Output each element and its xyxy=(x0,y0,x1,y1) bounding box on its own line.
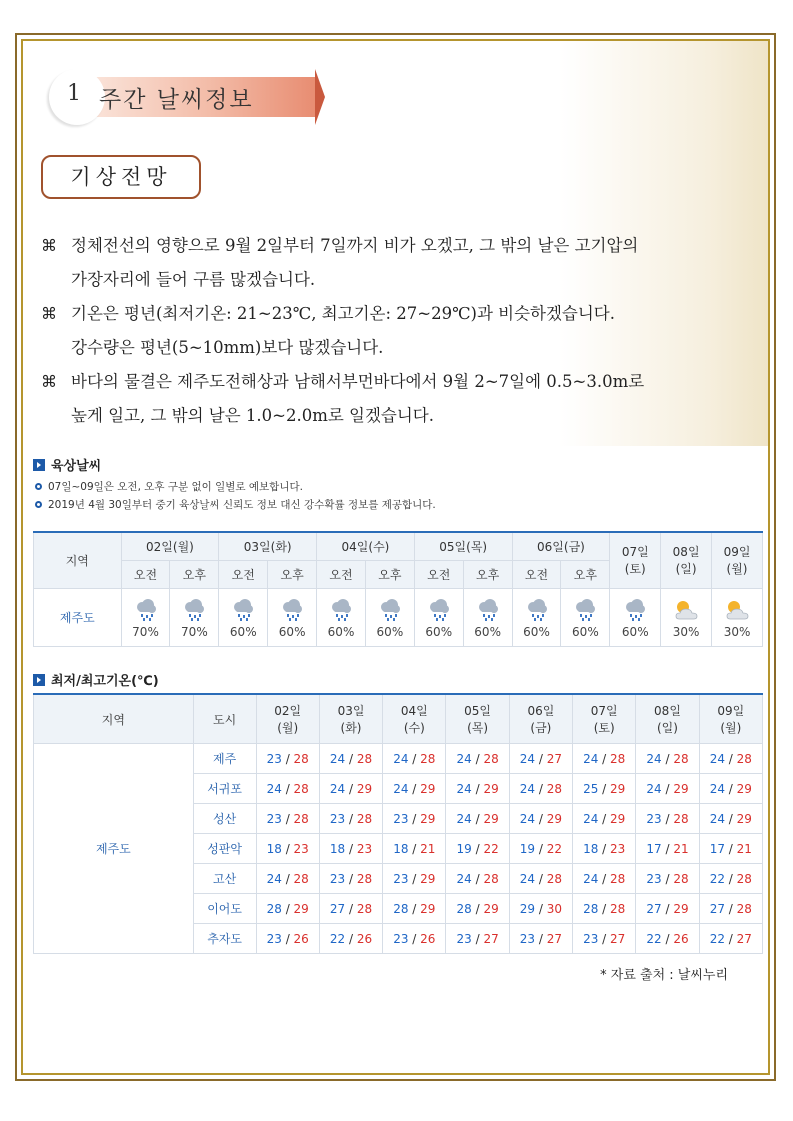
high-temp: 28 xyxy=(673,751,689,766)
temp-cell: 24 / 28 xyxy=(509,774,572,804)
low-temp: 24 xyxy=(393,781,409,796)
high-temp: 28 xyxy=(483,751,499,766)
high-temp: 27 xyxy=(483,931,499,946)
high-temp: 22 xyxy=(483,841,499,856)
low-temp: 25 xyxy=(583,781,599,796)
precip-probability: 30% xyxy=(723,625,751,639)
high-temp: 28 xyxy=(356,871,373,886)
bullet-item: ⌘ 기온은 평년(최저기온: 21~23℃, 최고기온: 27~29℃)과 비슷하겠습니다. 강수량은 평년(5~10mm)보다 많겠습니다. xyxy=(41,297,770,365)
section-banner xyxy=(49,69,329,125)
banner-arrow xyxy=(315,69,325,125)
high-temp: 29 xyxy=(673,781,689,796)
day-header: 05일 (목) xyxy=(446,694,509,744)
bullet-dot-icon xyxy=(35,483,42,490)
city-cell: 제주 xyxy=(193,744,256,774)
high-temp: 21 xyxy=(673,841,689,856)
temp-cell: 24 / 28 xyxy=(446,864,509,894)
low-temp: 24 xyxy=(583,751,599,766)
pm-header: 오후 xyxy=(268,560,317,588)
low-temp: 24 xyxy=(266,781,282,796)
table-row xyxy=(34,744,763,774)
low-temp: 24 xyxy=(456,871,472,886)
high-temp: 28 xyxy=(293,751,309,766)
low-temp: 23 xyxy=(329,811,346,826)
day-header: 09일 (월) xyxy=(699,694,762,744)
command-symbol-icon: ⌘ xyxy=(41,372,57,391)
low-temp: 24 xyxy=(583,871,599,886)
temp-cell: 29 / 30 xyxy=(509,894,572,924)
high-temp: 27 xyxy=(546,931,563,946)
temp-cell: 23 / 26 xyxy=(383,924,446,954)
temp-cell: 22 / 28 xyxy=(699,864,762,894)
partly-cloudy-icon xyxy=(661,597,711,623)
high-temp: 28 xyxy=(546,781,563,796)
high-temp: 30 xyxy=(546,901,563,916)
day-header: 06일(금) xyxy=(512,532,610,560)
high-temp: 28 xyxy=(736,751,752,766)
region-cell: 제주도 xyxy=(34,588,122,646)
page-frame-inner xyxy=(21,39,770,1075)
forecast-cell xyxy=(317,588,366,646)
forecast-cell xyxy=(561,588,610,646)
precip-probability: 60% xyxy=(278,625,306,639)
bullet-item: ⌘ 바다의 물결은 제주도전해상과 남해서부먼바다에서 9월 2~7일에 0.5~3.0m로 높게 일고, 그 밖의 날은 1.0~2.0m로 일겠습니다. xyxy=(41,365,770,433)
low-temp: 23 xyxy=(393,931,409,946)
low-temp: 23 xyxy=(583,931,599,946)
high-temp: 29 xyxy=(420,781,436,796)
forecast-cell xyxy=(121,588,170,646)
temp-cell: 23 / 28 xyxy=(636,804,699,834)
high-temp: 23 xyxy=(610,841,626,856)
low-temp: 19 xyxy=(456,841,472,856)
temp-cell: 24 / 28 xyxy=(446,744,509,774)
temp-cell: 24 / 29 xyxy=(319,774,382,804)
low-temp: 28 xyxy=(583,901,599,916)
temp-cell: 23 / 28 xyxy=(319,864,382,894)
low-temp: 29 xyxy=(519,901,536,916)
forecast-cell xyxy=(712,588,763,646)
partly-cloudy-icon xyxy=(712,597,762,623)
day-header: 02일(월) xyxy=(121,532,219,560)
low-temp: 23 xyxy=(393,871,409,886)
city-cell: 서귀포 xyxy=(193,774,256,804)
forecast-cell xyxy=(512,588,561,646)
low-temp: 24 xyxy=(709,751,725,766)
temp-cell: 23 / 28 xyxy=(636,864,699,894)
low-temp: 23 xyxy=(329,871,346,886)
low-temp: 24 xyxy=(266,871,282,886)
am-header: 오전 xyxy=(219,560,268,588)
high-temp: 29 xyxy=(483,811,499,826)
temp-cell: 24 / 29 xyxy=(383,774,446,804)
temp-cell: 24 / 29 xyxy=(699,804,762,834)
rain-icon xyxy=(415,597,463,623)
day-header: 04일 (수) xyxy=(383,694,446,744)
temperature-table xyxy=(33,693,763,954)
temp-cell: 22 / 26 xyxy=(319,924,382,954)
high-temp: 29 xyxy=(356,781,373,796)
low-temp: 23 xyxy=(456,931,472,946)
precip-probability: 70% xyxy=(181,625,208,639)
low-temp: 24 xyxy=(709,781,725,796)
day-header: 05일(목) xyxy=(414,532,512,560)
source-note: * 자료 출처 : 날씨누리 xyxy=(600,968,728,983)
day-header: 04일(수) xyxy=(317,532,415,560)
temp-cell: 24 / 29 xyxy=(509,804,572,834)
temp-cell: 17 / 21 xyxy=(699,834,762,864)
low-temp: 24 xyxy=(393,751,409,766)
low-temp: 27 xyxy=(329,901,346,916)
high-temp: 29 xyxy=(610,781,626,796)
high-temp: 23 xyxy=(293,841,309,856)
temp-cell: 17 / 21 xyxy=(636,834,699,864)
temp-cell: 18 / 23 xyxy=(319,834,382,864)
temp-cell: 27 / 28 xyxy=(319,894,382,924)
rain-icon xyxy=(268,597,316,623)
section-title: 주간 날씨정보 xyxy=(99,87,254,113)
city-header: 도시 xyxy=(193,694,256,744)
high-temp: 29 xyxy=(420,901,436,916)
high-temp: 26 xyxy=(293,931,309,946)
city-cell: 성판악 xyxy=(193,834,256,864)
day-header: 07일 (토) xyxy=(573,694,636,744)
forecast-cell xyxy=(661,588,712,646)
temp-cell: 22 / 26 xyxy=(636,924,699,954)
temp-cell: 23 / 28 xyxy=(256,804,319,834)
temp-cell: 18 / 23 xyxy=(573,834,636,864)
high-temp: 23 xyxy=(356,841,373,856)
low-temp: 24 xyxy=(519,811,536,826)
note-item: 07일~09일은 오전, 오후 구분 없이 일별로 예보합니다. xyxy=(35,479,303,494)
forecast-cell xyxy=(268,588,317,646)
high-temp: 29 xyxy=(420,871,436,886)
low-temp: 23 xyxy=(266,811,282,826)
high-temp: 28 xyxy=(736,901,752,916)
city-cell: 이어도 xyxy=(193,894,256,924)
bullet-item: ⌘ 정체전선의 영향으로 9월 2일부터 7일까지 비가 오겠고, 그 밖의 날은 고기압의 가장자리에 들어 구름 많겠습니다. xyxy=(41,229,770,297)
am-header: 오전 xyxy=(414,560,463,588)
pm-header: 오후 xyxy=(463,560,512,588)
temp-cell: 28 / 29 xyxy=(383,894,446,924)
bullet-list xyxy=(41,229,770,433)
low-temp: 18 xyxy=(266,841,282,856)
precip-probability: 60% xyxy=(327,625,355,639)
high-temp: 28 xyxy=(610,901,626,916)
high-temp: 28 xyxy=(356,811,373,826)
temp-cell: 24 / 28 xyxy=(256,864,319,894)
temp-cell: 28 / 29 xyxy=(446,894,509,924)
high-temp: 29 xyxy=(546,811,563,826)
high-temp: 27 xyxy=(546,751,563,766)
low-temp: 24 xyxy=(583,811,599,826)
high-temp: 28 xyxy=(293,871,309,886)
forecast-cell xyxy=(365,588,414,646)
temp-cell: 24 / 29 xyxy=(573,804,636,834)
day-header: 02일 (월) xyxy=(256,694,319,744)
rain-icon xyxy=(366,597,414,623)
low-temp: 23 xyxy=(519,931,536,946)
high-temp: 26 xyxy=(420,931,436,946)
low-temp: 27 xyxy=(709,901,725,916)
high-temp: 28 xyxy=(673,871,689,886)
temp-cell: 24 / 29 xyxy=(446,774,509,804)
high-temp: 21 xyxy=(736,841,752,856)
day-header: 09일 (월) xyxy=(712,532,763,588)
high-temp: 29 xyxy=(293,901,309,916)
low-temp: 24 xyxy=(519,871,536,886)
low-temp: 24 xyxy=(646,781,662,796)
temp-cell: 18 / 23 xyxy=(256,834,319,864)
rain-icon xyxy=(170,597,218,623)
low-temp: 24 xyxy=(329,781,346,796)
low-temp: 23 xyxy=(646,811,662,826)
temp-cell: 19 / 22 xyxy=(446,834,509,864)
forecast-cell xyxy=(170,588,219,646)
high-temp: 28 xyxy=(356,901,373,916)
temp-cell: 23 / 28 xyxy=(256,744,319,774)
high-temp: 28 xyxy=(610,871,626,886)
city-cell: 고산 xyxy=(193,864,256,894)
low-temp: 28 xyxy=(393,901,409,916)
day-header: 07일 (토) xyxy=(610,532,661,588)
region-header: 지역 xyxy=(34,532,122,588)
high-temp: 27 xyxy=(736,931,752,946)
temp-cell: 24 / 28 xyxy=(573,744,636,774)
low-temp: 19 xyxy=(519,841,536,856)
subtitle-box: 기상전망 xyxy=(41,155,201,199)
forecast-cell xyxy=(463,588,512,646)
temp-cell: 24 / 28 xyxy=(383,744,446,774)
temp-cell: 23 / 28 xyxy=(319,804,382,834)
low-temp: 23 xyxy=(266,931,282,946)
low-temp: 28 xyxy=(266,901,282,916)
precip-probability: 30% xyxy=(672,625,700,639)
high-temp: 28 xyxy=(673,811,689,826)
low-temp: 17 xyxy=(709,841,725,856)
region-header: 지역 xyxy=(34,694,194,744)
temp-cell: 28 / 28 xyxy=(573,894,636,924)
command-symbol-icon: ⌘ xyxy=(41,304,57,323)
temp-cell: 24 / 29 xyxy=(446,804,509,834)
low-temp: 22 xyxy=(329,931,346,946)
city-cell: 성산 xyxy=(193,804,256,834)
forecast-cell xyxy=(219,588,268,646)
low-temp: 24 xyxy=(456,751,472,766)
temp-cell: 24 / 28 xyxy=(256,774,319,804)
low-temp: 23 xyxy=(266,751,282,766)
temp-cell: 27 / 29 xyxy=(636,894,699,924)
temp-cell: 24 / 28 xyxy=(636,744,699,774)
pm-header: 오후 xyxy=(170,560,219,588)
temp-cell: 22 / 27 xyxy=(699,924,762,954)
section-marker-icon xyxy=(33,459,45,471)
temp-cell: 24 / 28 xyxy=(699,744,762,774)
high-temp: 29 xyxy=(736,781,752,796)
low-temp: 24 xyxy=(646,751,662,766)
low-temp: 24 xyxy=(329,751,346,766)
low-temp: 18 xyxy=(583,841,599,856)
low-temp: 22 xyxy=(709,871,725,886)
high-temp: 27 xyxy=(610,931,626,946)
pm-header: 오후 xyxy=(365,560,414,588)
low-temp: 18 xyxy=(393,841,409,856)
day-header: 03일 (화) xyxy=(319,694,382,744)
day-header: 03일(화) xyxy=(219,532,317,560)
low-temp: 22 xyxy=(709,931,725,946)
land-weather-title: 육상날씨 xyxy=(33,455,101,474)
temps-title: 최저/최고기온(℃) xyxy=(33,670,159,689)
rain-icon xyxy=(561,597,609,623)
low-temp: 17 xyxy=(646,841,662,856)
high-temp: 29 xyxy=(483,901,499,916)
city-cell: 추자도 xyxy=(193,924,256,954)
day-header: 08일 (일) xyxy=(661,532,712,588)
precip-probability: 60% xyxy=(474,625,501,639)
high-temp: 28 xyxy=(546,871,563,886)
section-number: 1 xyxy=(67,81,81,106)
temp-cell: 23 / 27 xyxy=(509,924,572,954)
precip-probability: 60% xyxy=(425,625,453,639)
bullet-dot-icon xyxy=(35,501,42,508)
temp-cell: 24 / 29 xyxy=(699,774,762,804)
temp-cell: 28 / 29 xyxy=(256,894,319,924)
forecast-cell xyxy=(414,588,463,646)
am-header: 오전 xyxy=(512,560,561,588)
low-temp: 24 xyxy=(519,751,536,766)
am-header: 오전 xyxy=(121,560,170,588)
low-temp: 28 xyxy=(456,901,472,916)
temp-cell: 23 / 27 xyxy=(573,924,636,954)
pm-header: 오후 xyxy=(561,560,610,588)
forecast-cell xyxy=(610,588,661,646)
high-temp: 29 xyxy=(736,811,752,826)
temp-cell: 24 / 29 xyxy=(636,774,699,804)
low-temp: 18 xyxy=(329,841,346,856)
low-temp: 24 xyxy=(519,781,536,796)
region-cell: 제주도 xyxy=(34,744,194,954)
temp-cell: 23 / 29 xyxy=(383,864,446,894)
high-temp: 28 xyxy=(610,751,626,766)
day-header: 08일 (일) xyxy=(636,694,699,744)
high-temp: 26 xyxy=(673,931,689,946)
am-header: 오전 xyxy=(317,560,366,588)
precip-probability: 60% xyxy=(376,625,404,639)
rain-icon xyxy=(122,597,170,623)
high-temp: 29 xyxy=(673,901,689,916)
rain-icon xyxy=(513,597,561,623)
precip-probability: 60% xyxy=(621,625,649,639)
note-item: 2019년 4월 30일부터 중기 육상날씨 신뢰도 정보 대신 강수확률 정보를 제공합니다. xyxy=(35,497,436,512)
precip-probability: 60% xyxy=(572,625,599,639)
temp-cell: 23 / 27 xyxy=(446,924,509,954)
command-symbol-icon: ⌘ xyxy=(41,236,57,255)
temp-cell: 24 / 27 xyxy=(509,744,572,774)
precip-probability: 60% xyxy=(523,625,550,639)
rain-icon xyxy=(610,597,660,623)
temp-cell: 23 / 26 xyxy=(256,924,319,954)
temp-cell: 25 / 29 xyxy=(573,774,636,804)
temp-cell: 19 / 22 xyxy=(509,834,572,864)
page-frame xyxy=(15,33,776,1081)
high-temp: 26 xyxy=(356,931,373,946)
temp-cell: 24 / 28 xyxy=(573,864,636,894)
low-temp: 24 xyxy=(456,781,472,796)
low-temp: 24 xyxy=(456,811,472,826)
high-temp: 28 xyxy=(736,871,752,886)
high-temp: 22 xyxy=(546,841,563,856)
high-temp: 28 xyxy=(293,811,309,826)
high-temp: 29 xyxy=(610,811,626,826)
high-temp: 29 xyxy=(420,811,436,826)
day-header: 06일 (금) xyxy=(509,694,572,744)
temp-cell: 27 / 28 xyxy=(699,894,762,924)
low-temp: 27 xyxy=(646,901,662,916)
precip-probability: 70% xyxy=(132,625,159,639)
temp-cell: 24 / 28 xyxy=(319,744,382,774)
high-temp: 28 xyxy=(356,751,373,766)
low-temp: 23 xyxy=(646,871,662,886)
low-temp: 23 xyxy=(393,811,409,826)
precip-probability: 60% xyxy=(229,625,257,639)
temp-cell: 23 / 29 xyxy=(383,804,446,834)
land-weather-table xyxy=(33,531,763,647)
high-temp: 29 xyxy=(483,781,499,796)
temp-cell: 24 / 28 xyxy=(509,864,572,894)
section-marker-icon xyxy=(33,674,45,686)
high-temp: 28 xyxy=(483,871,499,886)
low-temp: 22 xyxy=(646,931,662,946)
low-temp: 24 xyxy=(709,811,725,826)
high-temp: 21 xyxy=(420,841,436,856)
high-temp: 28 xyxy=(420,751,436,766)
rain-icon xyxy=(464,597,512,623)
temp-cell: 18 / 21 xyxy=(383,834,446,864)
high-temp: 28 xyxy=(293,781,309,796)
rain-icon xyxy=(219,597,267,623)
rain-icon xyxy=(317,597,365,623)
